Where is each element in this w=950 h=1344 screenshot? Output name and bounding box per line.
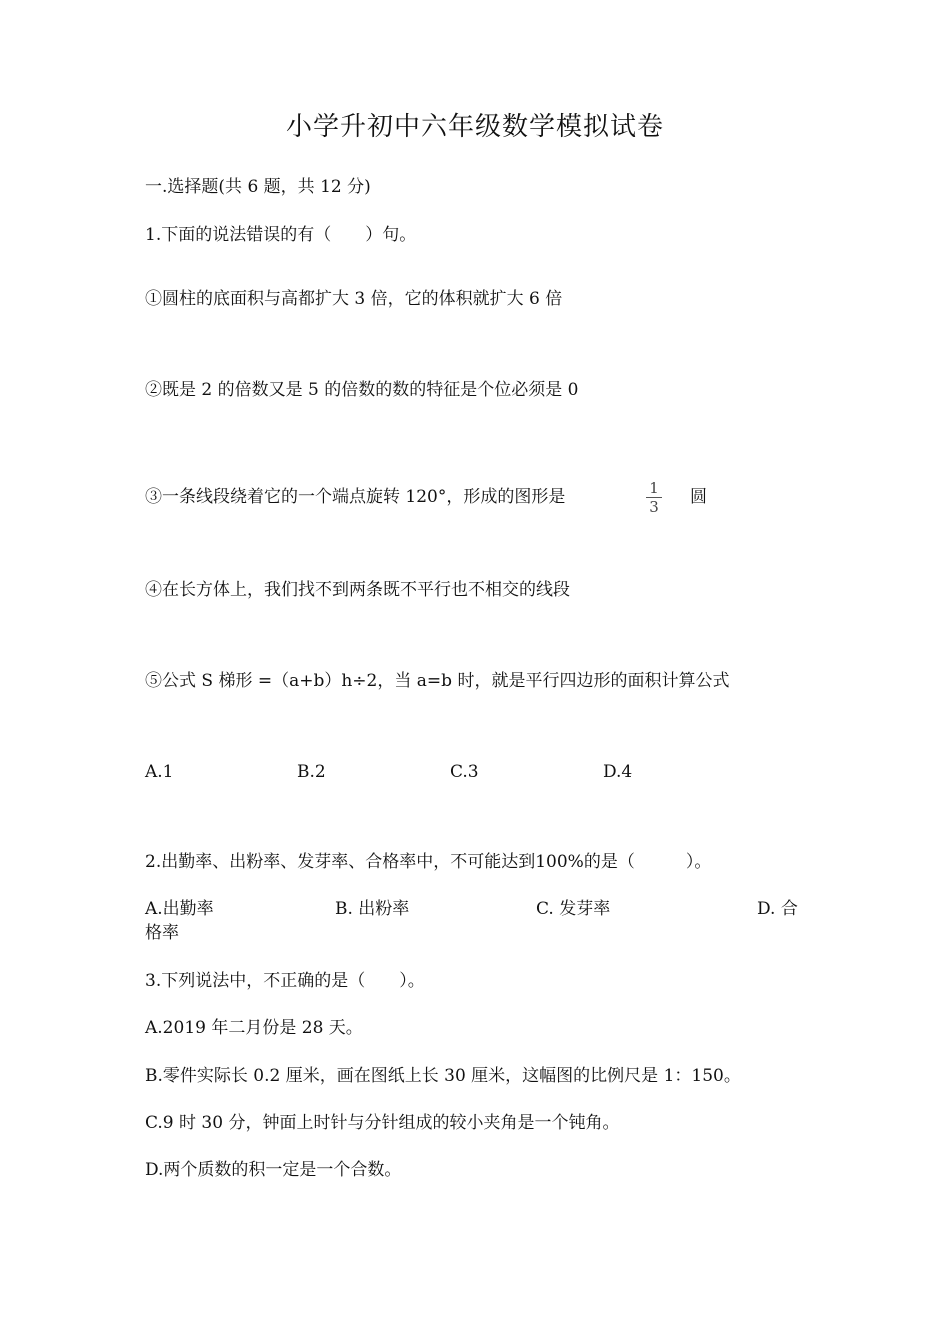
question-1-option-a: A.1	[145, 762, 174, 782]
page-title: 小学升初中六年级数学模拟试卷	[285, 112, 664, 142]
fraction-one-third	[646, 480, 662, 515]
question-2-option-d: D. 合	[757, 899, 798, 919]
question-3-option-b: B.零件实际长 0.2 厘米，画在图纸上长 30 厘米，这幅图的比例尺是 1：150。	[145, 1066, 741, 1086]
question-1-option-b: B.2	[297, 762, 326, 782]
question-2-option-b: B. 出粉率	[335, 899, 410, 919]
section-heading: 一.选择题(共 6 题，共 12 分)	[145, 177, 371, 197]
question-1-statement-5: ⑤公式 S 梯形 =（a+b）h÷2，当 a=b 时，就是平行四边形的面积计算公式	[145, 671, 730, 691]
question-3-stem: 3.下列说法中，不正确的是（ ）。	[145, 971, 425, 991]
question-1-statement-3: ③一条线段绕着它的一个端点旋转 120°，形成的图形是	[145, 487, 566, 507]
question-1-statement-1: ①圆柱的底面积与高都扩大 3 倍，它的体积就扩大 6 倍	[145, 289, 563, 309]
question-2-stem: 2.出勤率、出粉率、发芽率、合格率中，不可能达到100%的是（ ）。	[145, 852, 712, 872]
question-1-option-d: D.4	[603, 762, 633, 782]
fraction-numerator: 1	[649, 479, 659, 497]
question-1-statement-3-tail: 圆	[690, 487, 707, 507]
fraction-denominator: 3	[649, 498, 659, 516]
question-3-option-a: A.2019 年二月份是 28 天。	[145, 1018, 363, 1038]
question-3-option-d: D.两个质数的积一定是一个合数。	[145, 1160, 402, 1180]
question-2-option-d-wrap: 格率	[145, 923, 179, 943]
question-2-option-c: C. 发芽率	[536, 899, 611, 919]
question-1-statement-4: ④在长方体上，我们找不到两条既不平行也不相交的线段	[145, 580, 570, 600]
question-1-statement-2: ②既是 2 的倍数又是 5 的倍数的数的特征是个位必须是 0	[145, 380, 579, 400]
question-2-option-a: A.出勤率	[145, 899, 214, 919]
question-3-option-c: C.9 时 30 分，钟面上时针与分针组成的较小夹角是一个钝角。	[145, 1113, 620, 1133]
question-1-option-c: C.3	[450, 762, 479, 782]
question-1-stem: 1.下面的说法错误的有（ ）句。	[145, 225, 417, 245]
